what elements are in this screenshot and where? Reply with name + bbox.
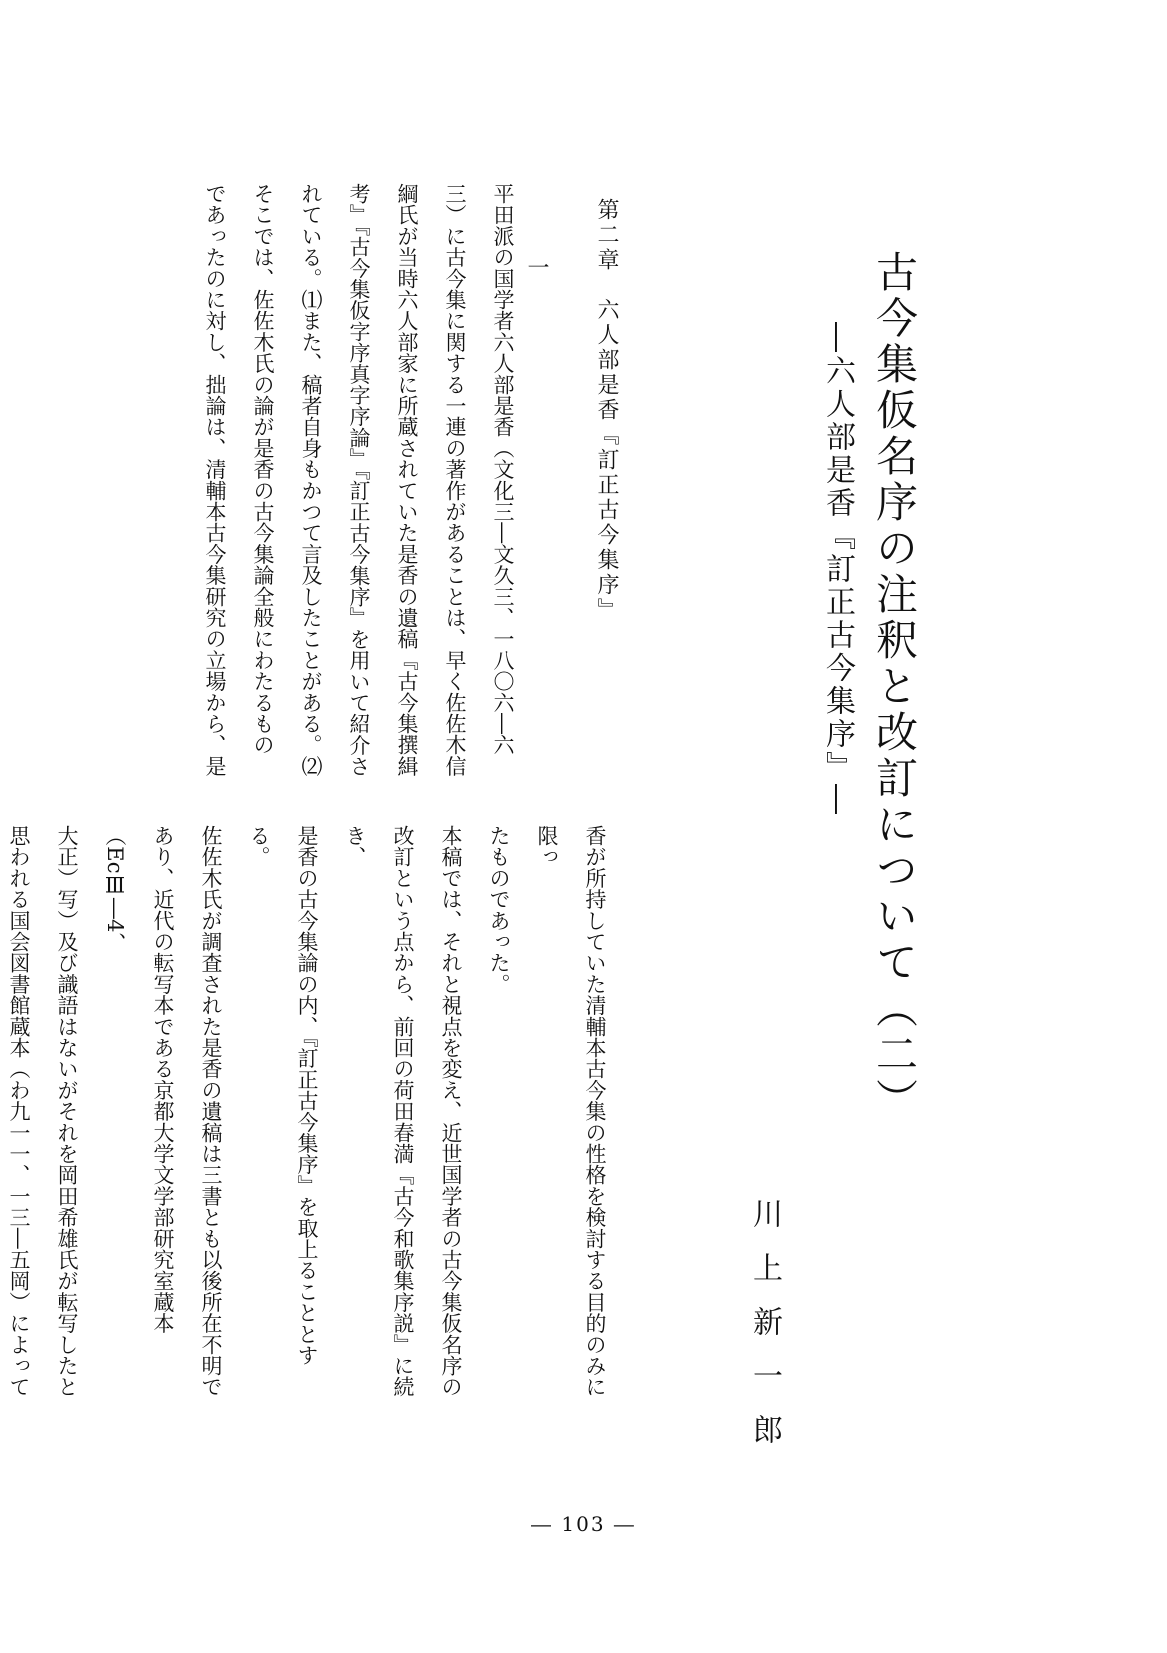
- text-line: 本稿では、それと視点を変え、近世国学者の古今集仮名序の: [439, 825, 463, 1398]
- text-line: 大正）写）及び識語はないがそれを岡田希雄氏が転写したと: [55, 825, 79, 1398]
- text-line: 思われる国会図書館蔵本（わ九一一、一三―五岡）によって: [7, 825, 31, 1398]
- body-text-upper: [191, 183, 527, 778]
- author-name: 川上新一郎: [747, 1198, 782, 1468]
- text-line: 香が所持していた清輔本古今集の性格を検討する目的のみに限っ: [535, 825, 607, 1398]
- text-line: であったのに対し、拙論は、清輔本古今集研究の立場から、是: [203, 183, 227, 777]
- page-number: ― 103 ―: [531, 1512, 636, 1536]
- text-line: そこでは、佐佐木氏の論が是香の古今集論全般にわたるもの: [251, 183, 275, 756]
- text-line: あり、近代の転写本である京都大学文学部研究室蔵本（EcⅢ―4、: [103, 825, 175, 1334]
- article-title: 古今集仮名序の注釈と改訂について（二）: [870, 250, 919, 1124]
- text-line: 綱氏が当時六人部家に所蔵されていた是香の遺稿『古今集撰緝: [395, 183, 419, 777]
- article-subtitle: ―六人部是香『訂正古今集序』―: [820, 322, 855, 817]
- text-line: 平田派の国学者六人部是香（文化三―文久三、一八〇六―六: [491, 183, 515, 756]
- text-line: 是香の古今集論の内、『訂正古今集序』を取上ることとする。: [247, 825, 319, 1366]
- body-text-lower: [0, 825, 619, 1400]
- chapter-heading: 第二章 六人部是香『訂正古今集序』: [594, 198, 619, 623]
- text-line: 考』『古今集仮字序真字序論』『訂正古今集序』を用いて紹介さ: [347, 183, 371, 777]
- text-line: 三）に古今集に関する一連の著作があることは、早く佐佐木信: [443, 183, 467, 777]
- text-line: 佐佐木氏が調査された是香の遺稿は三書とも以後所在不明で: [199, 825, 223, 1398]
- text-line: たものであった。: [487, 825, 511, 995]
- text-line: 改訂という点から、前回の荷田春満『古今和歌集序説』に続き、: [343, 825, 415, 1398]
- text-line: れている。⑴また、稿者自身もかつて言及したことがある。⑵: [299, 183, 323, 777]
- section-number: 一: [524, 256, 549, 278]
